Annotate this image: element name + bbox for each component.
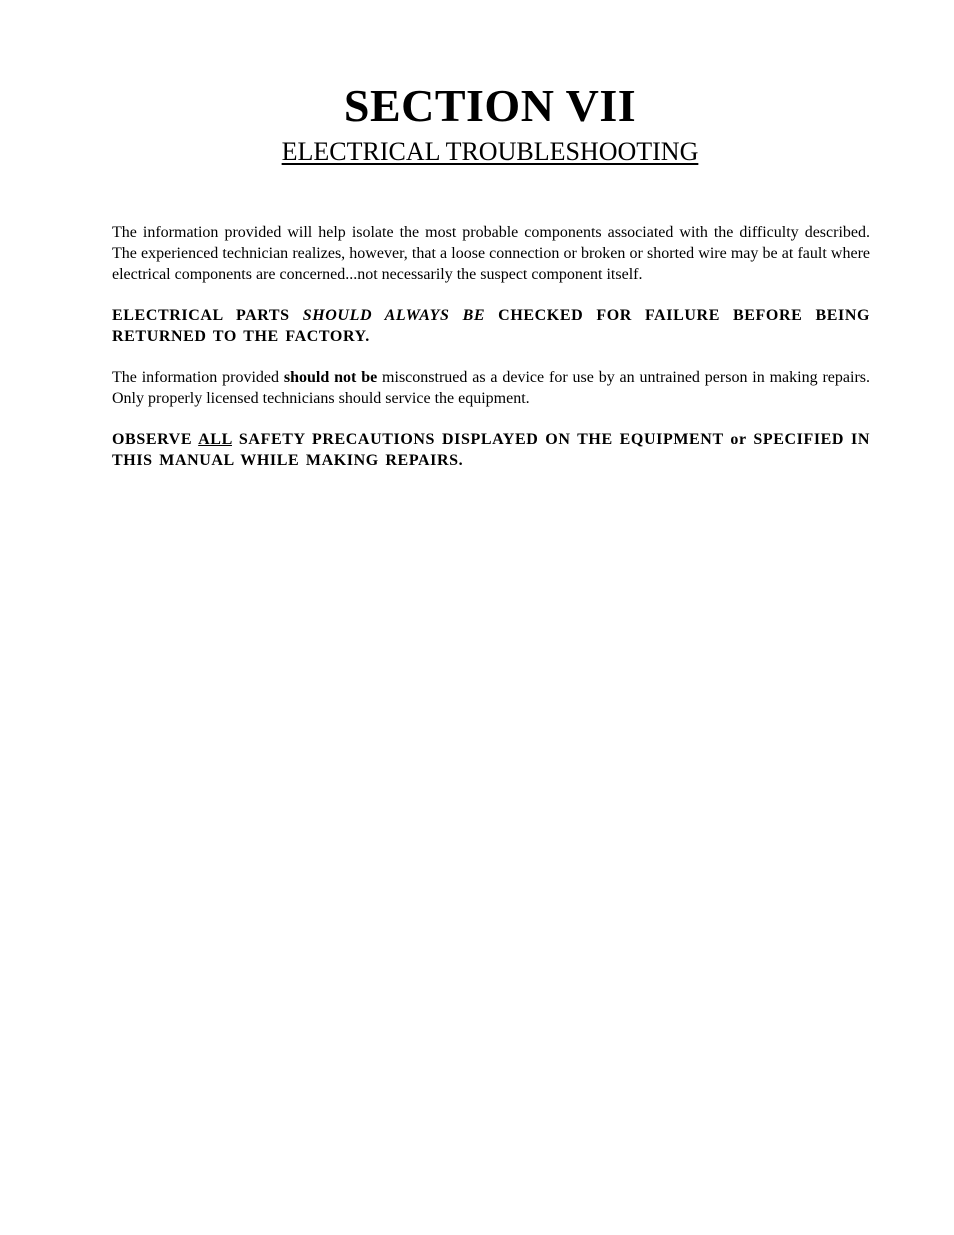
parts-check-warning-part-1: ELECTRICAL PARTS	[112, 307, 303, 324]
untrained-caution-part-3: misconstrued as a device for use by an untrained person in making repairs. Only properly licensed technicians should service the equipment.	[112, 369, 870, 407]
safety-warning-part-3: SAFETY PRECAUTIONS DISPLAYED ON THE EQUIPMENT or SPECIFIED IN THIS MANUAL WHILE MAKING REPAIRS.	[112, 431, 870, 469]
safety-warning-emphasis: ALL	[198, 431, 232, 448]
body-text	[112, 222, 870, 491]
section-title: SECTION VII	[343, 80, 637, 131]
safety-precautions-warning	[112, 429, 870, 471]
untrained-caution-emphasis: should not be	[283, 369, 378, 386]
intro-paragraph: The information provided will help isolate the most probable components associated with the difficulty described. The experienced technician realizes, however, that a loose connection or broken or shorted wire may be at fault where electrical components are concerned...not necessarily the suspect component itself.	[112, 224, 870, 283]
parts-check-warning	[112, 305, 870, 347]
parts-check-warning-emphasis: SHOULD ALWAYS BE	[302, 307, 486, 324]
untrained-caution-part-1: The information provided	[112, 369, 284, 386]
safety-warning-part-1: OBSERVE	[112, 431, 199, 448]
section-subtitle	[0, 136, 954, 168]
untrained-caution-paragraph	[112, 367, 870, 409]
section-subtitle-text: ELECTRICAL TROUBLESHOOTING	[281, 137, 699, 166]
parts-check-warning-part-3: CHECKED FOR FAILURE BEFORE BEING RETURNED TO THE FACTORY.	[112, 307, 871, 345]
